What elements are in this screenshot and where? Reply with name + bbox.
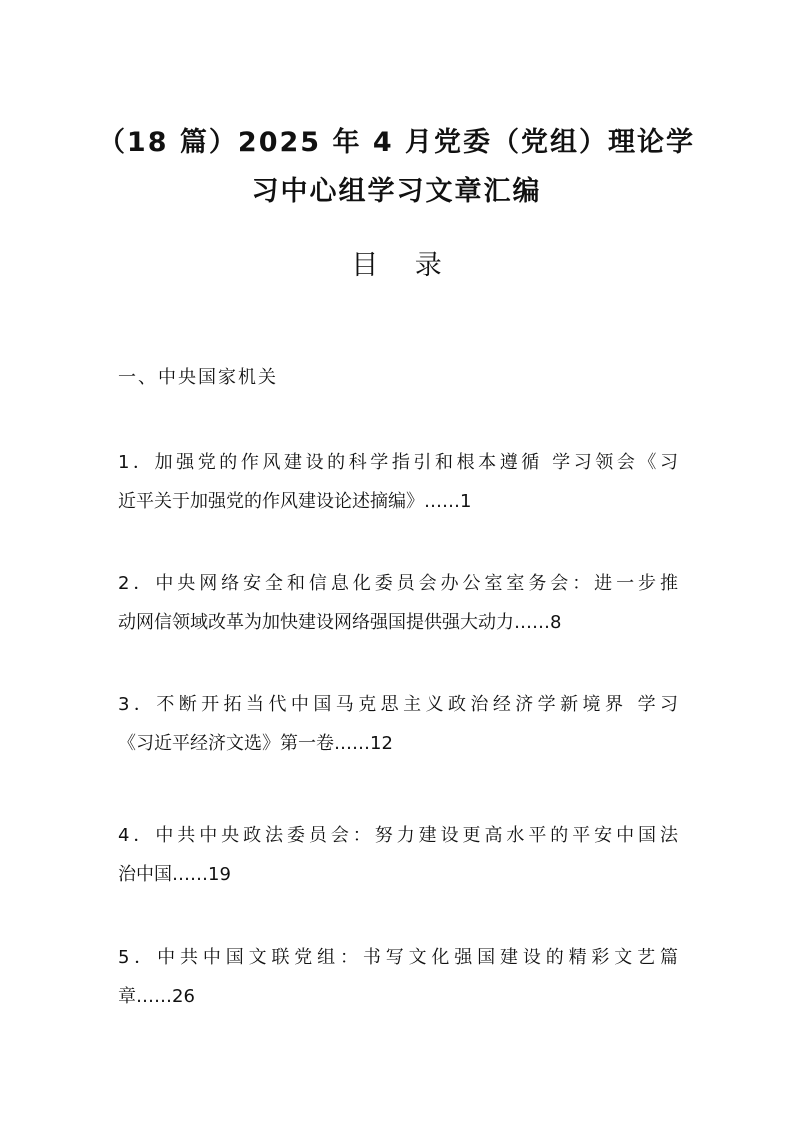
toc-entry[interactable] bbox=[118, 938, 678, 1016]
document-title-line-1: （18 篇）2025 年 4 月党委（党组）理论学 bbox=[97, 127, 696, 158]
toc-entry-line-1: 5．中共中国文联党组：书写文化强国建设的精彩文艺篇 bbox=[118, 947, 678, 968]
toc-entry-line-2: 治中国……19 bbox=[118, 864, 231, 885]
document-title bbox=[90, 118, 703, 216]
toc-entry[interactable] bbox=[118, 685, 678, 763]
toc-entry-line-1: 4．中共中央政法委员会：努力建设更高水平的平安中国法 bbox=[118, 825, 678, 846]
document-title-line-2: 习中心组学习文章汇编 bbox=[251, 176, 542, 207]
toc-entry[interactable] bbox=[118, 443, 678, 521]
toc-entry-line-2: 章……26 bbox=[118, 986, 195, 1007]
toc-entry-line-2: 《习近平经济文选》第一卷……12 bbox=[118, 733, 393, 754]
toc-entry-line-1: 3．不断开拓当代中国马克思主义政治经济学新境界 学习 bbox=[118, 694, 678, 715]
toc-entry[interactable] bbox=[118, 816, 678, 894]
toc-entry-line-2: 动网信领域改革为加快建设网络强国提供强大动力……8 bbox=[118, 612, 562, 633]
section-heading: 一、中央国家机关 bbox=[118, 367, 278, 388]
toc-entry-line-1: 1．加强党的作风建设的科学指引和根本遵循 学习领会《习 bbox=[118, 452, 678, 473]
toc-heading: 目 录 bbox=[351, 250, 456, 281]
toc-entry-line-1: 2．中央网络安全和信息化委员会办公室室务会：进一步推 bbox=[118, 573, 678, 594]
toc-entry[interactable] bbox=[118, 564, 678, 642]
toc-entry-line-2: 近平关于加强党的作风建设论述摘编》……1 bbox=[118, 491, 472, 512]
